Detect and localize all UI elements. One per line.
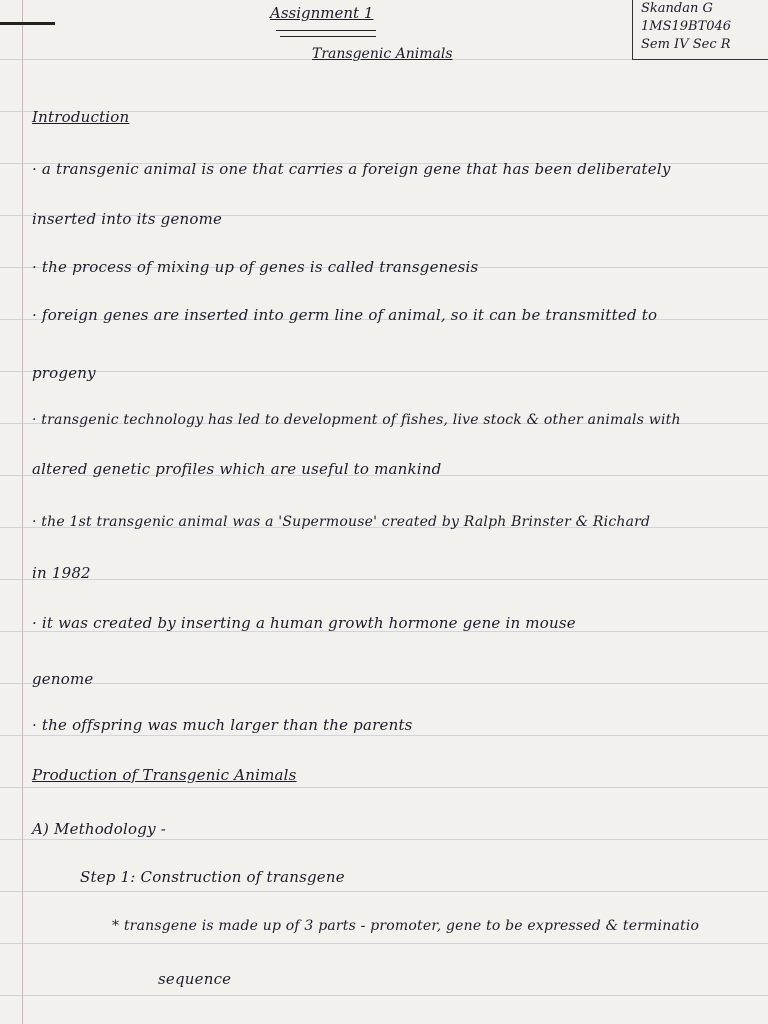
text-line: sequence	[158, 970, 232, 988]
text-line: progeny	[32, 364, 96, 382]
text-line: · a transgenic animal is one that carries a foreign gene that has been deliberately	[32, 160, 671, 178]
assignment-title: Assignment 1	[270, 4, 374, 22]
text-line: · the offspring was much larger than the parents	[32, 716, 413, 734]
step-heading: Step 1: Construction of transgene	[80, 868, 345, 886]
section-heading-introduction: Introduction	[32, 108, 130, 126]
text-line: · transgenic technology has led to development of fishes, live stock & other animals with	[32, 412, 681, 428]
title-underline	[276, 30, 376, 31]
margin-line	[22, 0, 23, 1024]
assignment-subtitle: Transgenic Animals	[312, 46, 453, 62]
text-line: in 1982	[32, 564, 91, 582]
student-id-box	[632, 0, 768, 60]
text-line: * transgene is made up of 3 parts - promoter, gene to be expressed & terminatio	[112, 918, 700, 934]
title-double-underline	[280, 36, 376, 37]
text-line: genome	[32, 670, 94, 688]
text-line: · foreign genes are inserted into germ line of animal, so it can be transmitted to	[32, 306, 658, 324]
pen-mark	[0, 22, 55, 25]
text-line: · it was created by inserting a human growth hormone gene in mouse	[32, 614, 576, 632]
subheading-methodology: A) Methodology -	[32, 820, 166, 838]
section-heading-production: Production of Transgenic Animals	[32, 766, 297, 784]
student-section: Sem IV Sec R	[641, 37, 731, 52]
student-name: Skandan G	[641, 1, 713, 16]
text-line: · the process of mixing up of genes is called transgenesis	[32, 258, 479, 276]
text-line: inserted into its genome	[32, 210, 223, 228]
student-roll: 1MS19BT046	[641, 19, 732, 34]
text-line: altered genetic profiles which are useful to mankind	[32, 460, 442, 478]
text-line: · the 1st transgenic animal was a 'Supermouse' created by Ralph Brinster & Richard	[32, 514, 651, 530]
